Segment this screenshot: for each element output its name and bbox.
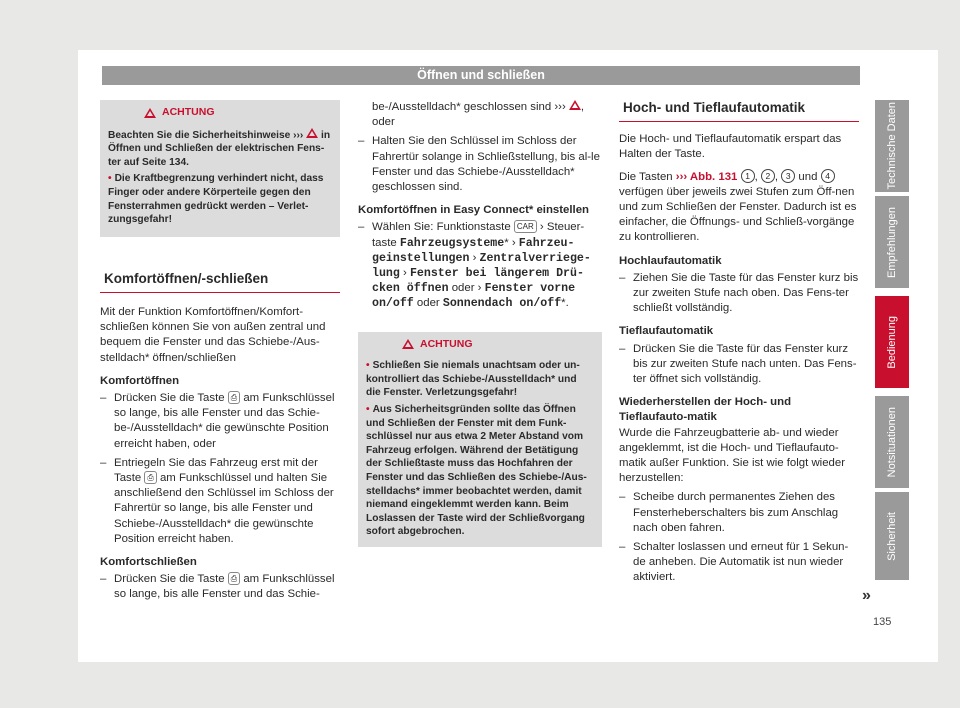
warning-text-2: • Die Kraftbegrenzung verhindert nicht, dass Finger oder andere Körperteile gegen den Fensterrahmen gedrückt werden – Verlet-zungsgefahr! <box>108 173 324 226</box>
subheading: Komfortöffnen <box>100 374 180 387</box>
column-right <box>619 100 859 586</box>
figure-reference-link[interactable]: ››› Abb. 131 <box>675 170 738 183</box>
warning-text-1: • Schließen Sie niemals unachtsam oder un-kontrolliert das Schiebe-/Ausstelldach* und die Fenster. Verletzungsgefahr! <box>366 360 580 399</box>
tab-bedienung[interactable]: Bedienung <box>875 296 909 388</box>
subheading: Wiederherstellen der Hoch- und Tieflaufauto-matik <box>619 396 792 424</box>
warning-icon <box>306 128 318 138</box>
warning-icon <box>402 339 414 349</box>
section-title: Komfortöffnen/-schließen <box>100 271 340 293</box>
paragraph: Die Hoch- und Tieflaufautomatik erspart das Halten der Taste. <box>619 133 842 161</box>
warning-title: ACHTUNG <box>402 338 594 352</box>
subheading: Komfortschließen <box>100 556 197 568</box>
warning-text-2: • Aus Sicherheitsgründen sollte das Öffnen und Schließen der Fenster mit dem Funk-schlüssel nur aus etwa 2 Meter Abstand vom Fahrzeug erfolgen. Während der Betätigung der Schließtaste muss das Hochfahren der Fenster und das Schließen des Schiebe-/Aus-stelldachs* immer beobachtet werden, damit niemand eingeklemmt werden kann. Beim Loslassen der Taste wird der Schließvorgang sofort abgebrochen. <box>366 404 587 538</box>
page-number: 135 <box>873 616 892 628</box>
warning-box <box>100 100 340 237</box>
warning-icon <box>569 100 581 110</box>
subheading: Komfortöffnen in Easy Connect* einstellen <box>358 204 590 217</box>
continue-arrow-icon: » <box>862 587 871 604</box>
intro-text: Mit der Funktion Komfortöffnen/Komfort-schließen können Sie von außen zentral und bequem die Fenster und das Schiebe-/Aus-stelldach* öffnen/schließen <box>100 305 326 364</box>
tab-sicherheit[interactable]: Sicherheit <box>875 492 909 580</box>
list-item: – Ziehen Sie die Taste für das Fenster kurz bis zur zweiten Stufe nach oben. Das Fens-ter schließt vollständig. <box>619 271 859 317</box>
list-item: – Halten Sie den Schlüssel im Schloss der Fahrertür solange in Schließstellung, bis al-le Fenster und das Schiebe-/Ausstelldach* geschlossen sind. <box>358 134 602 195</box>
list-item: – Schalter loslassen und erneut für 1 Sekun-de anheben. Die Automatik ist nun wieder aktiviert. <box>619 540 859 586</box>
list-item: – Wählen Sie: Funktionstaste CAR › Steuer-taste Fahrzeugsysteme* › Fahrzeu-geinstellungen › Zentralverriege-lung › Fenster bei längerem Drü-cken öffnen oder › Fenster vorne on/off oder Sonnendach on/off*. <box>358 220 602 311</box>
list-item: – Drücken Sie die Taste für das Fenster kurz bis zur zweiten Stufe nach unten. Das Fens-ter öffnet sich vollständig. <box>619 342 859 388</box>
tab-notsituationen[interactable]: Notsituationen <box>875 396 909 488</box>
list-item: – Drücken Sie die Taste ⎙ am Funkschlüssel so lange, bis alle Fenster und das Schie- <box>100 572 340 602</box>
car-key-icon: CAR <box>514 220 537 233</box>
subheading: Hochlaufautomatik <box>619 254 722 267</box>
subheading: Tieflaufautomatik <box>619 325 714 338</box>
warning-title: ACHTUNG <box>144 106 332 120</box>
list-item: – Entriegeln Sie das Fahrzeug erst mit der Taste ⎙ am Funkschlüssel und halten Sie anschließend den Schlüssel im Schloss der Fahrertür so lange, bis alle Fenster und Schiebe-/Ausstelldach* die gewünschte Position erreicht haben. <box>100 456 340 547</box>
column-middle <box>358 100 602 547</box>
warning-box <box>358 332 602 547</box>
key-icon: ⎙ <box>144 471 156 484</box>
section-title: Hoch- und Tieflaufautomatik <box>619 100 859 122</box>
paragraph: Wurde die Fahrzeugbatterie ab- und wieder angeklemmt, ist die Hoch- und Tieflaufauto-matik außer Funktion. Sie ist wie folgt wieder herzustellen: <box>619 426 846 485</box>
continued-text: be-/Ausstelldach* geschlossen sind ››› , oder <box>372 101 585 129</box>
warning-icon <box>144 108 156 118</box>
column-left <box>100 100 340 603</box>
warning-text-1: Beachten Sie die Sicherheitshinweise ››› in Öffnen und Schließen der elektrischen Fens-ter auf Seite 134. <box>108 129 331 168</box>
tab-technische-daten[interactable]: Technische Daten <box>875 100 909 192</box>
paragraph: Die Tasten ››› Abb. 131 1 , 2 , 3 und 4 verfügen über jeweils zwei Stufen zum Öff-nen und zum Schließen der Fenster. Dadurch ist es einfacher, die Öffnungs- und Schließ-vorgänge zu kontrollieren. <box>619 170 857 244</box>
tab-empfehlungen[interactable]: Empfehlungen <box>875 196 909 288</box>
key-icon: ⎙ <box>228 572 240 585</box>
page-header: Öffnen und schließen <box>102 66 860 85</box>
key-icon: ⎙ <box>228 391 240 404</box>
list-item: – Scheibe durch permanentes Ziehen des Fensterheberschalters bis zum Anschlag nach oben fahren. <box>619 490 859 536</box>
list-item: – Drücken Sie die Taste ⎙ am Funkschlüssel so lange, bis alle Fenster und das Schie-be-/Ausstelldach* die gewünschte Position erreicht haben, oder <box>100 391 340 452</box>
